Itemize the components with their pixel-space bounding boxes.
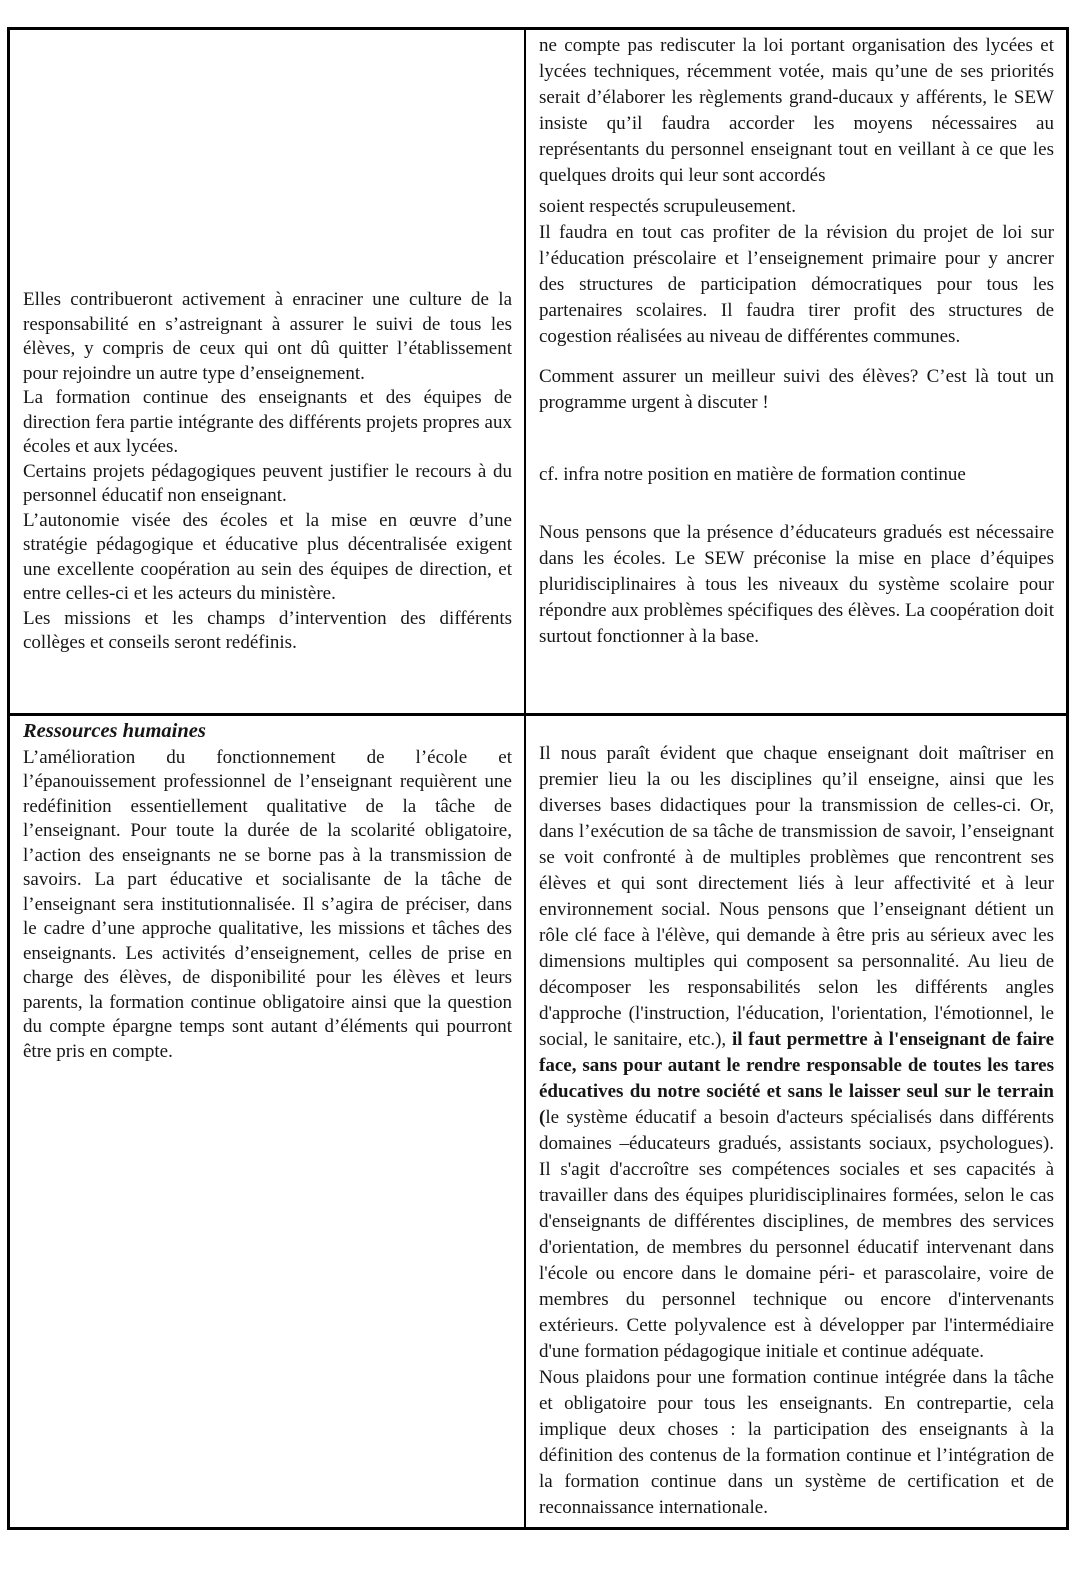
paragraph-amelioration: L’amélioration du fonctionnement de l’école et l’épanouissement professionnel de l’enseignant requièrent une redéfinition essentiellement qualitative de la tâche de l’enseignant. Pour toute la durée de la scolarité obligatoire, l’action des enseignants ne se borne pas à la transmission de savoirs. La part éducative et socialisante de la tâche de l’enseignant sera institutionnalisée. Il s’agira de préciser, dans le cadre d’une approche qualitative, les missions et tâches des enseignants. Les activités d’enseignement, celles de prise en charge des élèves, de disponibilité pour les élèves et leurs parents, la formation continue obligatoire ainsi que la question du compte épargne temps sont autant d’éléments qui pourront être pris en compte. <box>23 746 512 1062</box>
paragraph-certains-projets: Certains projets pédagogiques peuvent justifier le recours à du personnel éducatif non enseignant. <box>23 460 512 506</box>
paragraph-run-bold: il faut permettre à l'enseignant de faire face, sans pour autant le rendre responsable de toutes les tares éducatives du notre société et sans le laisser seul sur le terrain ( <box>539 1029 1054 1128</box>
paragraph-elles-contribueront: Elles contribueront activement à enraciner une culture de la responsabilité en s’astreignant à assurer le suivi de tous les élèves, y compris de ceux qui ont dû quitter l’établissement pour rejoindre un autre type d’enseignement. <box>23 289 512 384</box>
paragraph-run-normal: le système éducatif a besoin d'acteurs spécialisés dans différents domaines –éducateurs gradués, assistants sociaux, psychologues). Il s'agit d'accroître ses compétences sociales et ses capacités à travailler dans des équipes pluridisciplinaires formées, selon le cas d'enseignants de différentes disciplines, de membres des services d'orientation, de membres du personnel éducatif intervenant dans l'école ou encore dans le domaine péri- et parascolaire, voire de membres du personnel technique ou encore d'intervenants extérieurs. Cette polyvalence est à développer par l'intermédiaire d'une formation pédagogique initiale et continue adéquate. <box>539 1107 1054 1362</box>
paragraph-nous-pensons: Nous pensons que la présence d’éducateurs gradués est nécessaire dans les écoles. Le SEW préconise la mise en place d’équipes pluridisciplinaires à tous les niveaux du système scolaire pour répondre aux problèmes spécifiques des élèves. La coopération doit surtout fonctionner à la base. <box>539 522 1054 647</box>
paragraph-soient-respectes: soient respectés scrupuleusement. <box>539 196 796 217</box>
document-table <box>7 27 1069 1530</box>
section-heading-ressources-humaines: Ressources humaines <box>23 720 206 742</box>
paragraph-autonomie-visee: L’autonomie visée des écoles et la mise en œuvre d’une stratégie pédagogique et éducative plus décentralisée exigent une excellente coopération au sein des équipes de direction, et entre celles-ci et les acteurs du ministère. <box>23 509 512 604</box>
paragraph-formation-continue: La formation continue des enseignants et des équipes de direction fera partie intégrante des différents projets propres aux écoles et aux lycées. <box>23 387 512 457</box>
paragraph-il-nous-parait <box>539 741 1054 1365</box>
paragraph-missions-champs: Les missions et les champs d’intervention des différents collèges et conseils seront redéfinis. <box>23 607 512 653</box>
row1-right-cell <box>526 30 1066 716</box>
row2-left-cell <box>10 716 526 1527</box>
row1-left-cell <box>10 30 526 716</box>
paragraph-run-normal: Il nous paraît évident que chaque enseignant doit maîtriser en premier lieu la ou les disciplines qu’il enseigne, ainsi que les diverses bases didactiques pour la transmission de celles-ci. Or, dans l’exécution de sa tâche de transmission de savoir, l’enseignant se voit confronté à de multiples problèmes que rencontrent ses élèves et qui sont directement liés à leur affectivité et à leur environnement social. Nous pensons que l’enseignant détient un rôle clé face à l'élève, qui demande à être pris au sérieux avec les dimensions multiples qui composent sa personnalité. Au lieu de décomposer les responsabilités selon les différents angles d'approche (l'instruction, l'éducation, l'orientation, l'émotionnel, le social, le sanitaire, etc.), <box>539 743 1054 1050</box>
paragraph-cf-infra: cf. infra notre position en matière de formation continue <box>539 464 966 485</box>
paragraph-il-faudra: Il faudra en tout cas profiter de la révision du projet de loi sur l’éducation préscolaire et l’enseignement primaire pour y ancrer des structures de participation démocratiques pour tous les partenaires scolaires. Il faudra tirer profit des structures de cogestion réalisées au niveau de différentes communes. <box>539 222 1054 347</box>
empty-space <box>23 33 512 288</box>
paragraph-comment-assurer: Comment assurer un meilleur suivi des élèves? C’est là tout un programme urgent à discuter ! <box>539 366 1054 413</box>
row2-right-cell <box>526 716 1066 1527</box>
paragraph-nous-plaidons: Nous plaidons pour une formation continue intégrée dans la tâche et obligatoire pour tous les enseignants. En contrepartie, cela implique deux choses : la participation des enseignants à la définition des contenus de la formation continue et l’intégration de la formation continue dans un système de certification et de reconnaissance internationale. <box>539 1367 1054 1518</box>
paragraph-ne-compte-pas: ne compte pas rediscuter la loi portant organisation des lycées et lycées techniques, récemment votée, mais qu’une de ses priorités serait d’élaborer les règlements grand-ducaux y afférents, le SEW insiste qu’il faudra accorder les moyens nécessaires au représentants du personnel enseignant tout en veillant à ce que les quelques droits qui leur sont accordés <box>539 35 1054 186</box>
